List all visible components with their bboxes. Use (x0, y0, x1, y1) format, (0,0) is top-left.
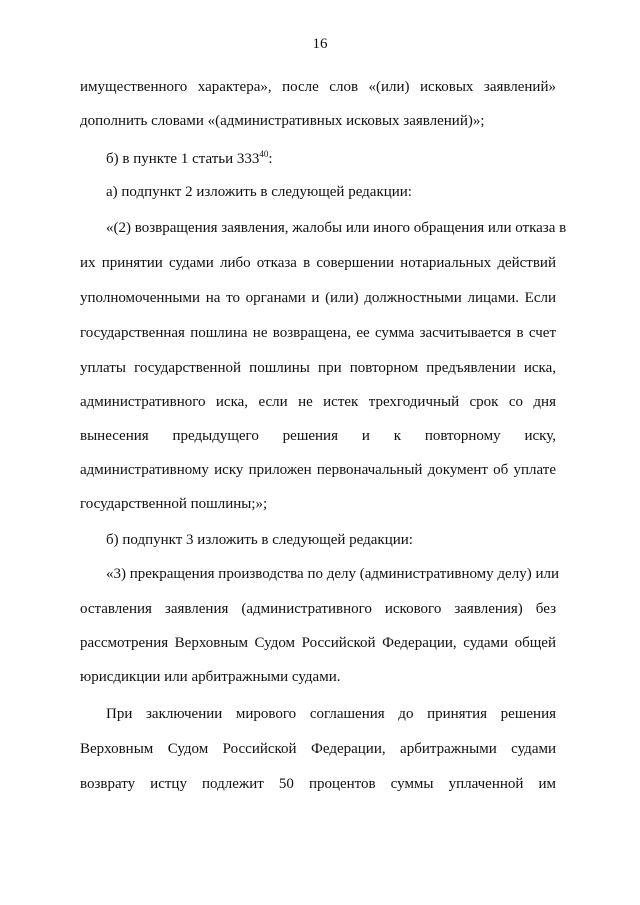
text-line: При заключении мирового соглашения до принятия решения (106, 706, 556, 722)
text-line: административного иска, если не истек трехгодичный срок со дня (80, 394, 556, 410)
text-line: их принятии судами либо отказа в совершении нотариальных действий (80, 255, 556, 271)
text-line: государственной пошлины;»; (80, 496, 268, 512)
page-number: 16 (312, 36, 328, 52)
text-line: возврату истцу подлежит 50 процентов суммы уплаченной им (80, 776, 556, 792)
text-line: имущественного характера», после слов «(или) исковых заявлений» (80, 79, 556, 95)
text-line: государственная пошлина не возвращена, ее сумма засчитывается в счет (80, 325, 556, 341)
text-line-main: б) в пункте 1 статьи 333 (106, 151, 260, 167)
superscript: 40 (259, 149, 269, 159)
text-line: рассмотрения Верховным Судом Российской Федерации, судами общей (80, 635, 556, 651)
text-line: дополнить словами «(административных исковых заявлений)»; (80, 113, 485, 129)
text-line: уполномоченными на то органами и (или) должностными лицами. Если (80, 290, 556, 306)
text-line: административному иску приложен первоначальный документ об уплате (80, 462, 556, 478)
text-line: юрисдикции или арбитражными судами. (80, 669, 341, 685)
text-line: «(2) возвращения заявления, жалобы или иного обращения или отказа в (106, 220, 567, 236)
text-line: уплаты государственной пошлины при повторном предъявлении иска, (80, 360, 556, 376)
text-line: вынесения предыдущего решения и к повторному иску, (80, 428, 556, 444)
text-line (106, 150, 556, 168)
text-line: «3) прекращения производства по делу (административному делу) или (106, 566, 559, 582)
text-line: б) подпункт 3 изложить в следующей редакции: (106, 532, 413, 548)
text-line: а) подпункт 2 изложить в следующей редакции: (106, 184, 412, 200)
text-line: оставления заявления (административного искового заявления) без (80, 601, 556, 617)
text-line-tail: : (268, 151, 273, 167)
text-line: Верховным Судом Российской Федерации, арбитражными судами (80, 741, 556, 757)
